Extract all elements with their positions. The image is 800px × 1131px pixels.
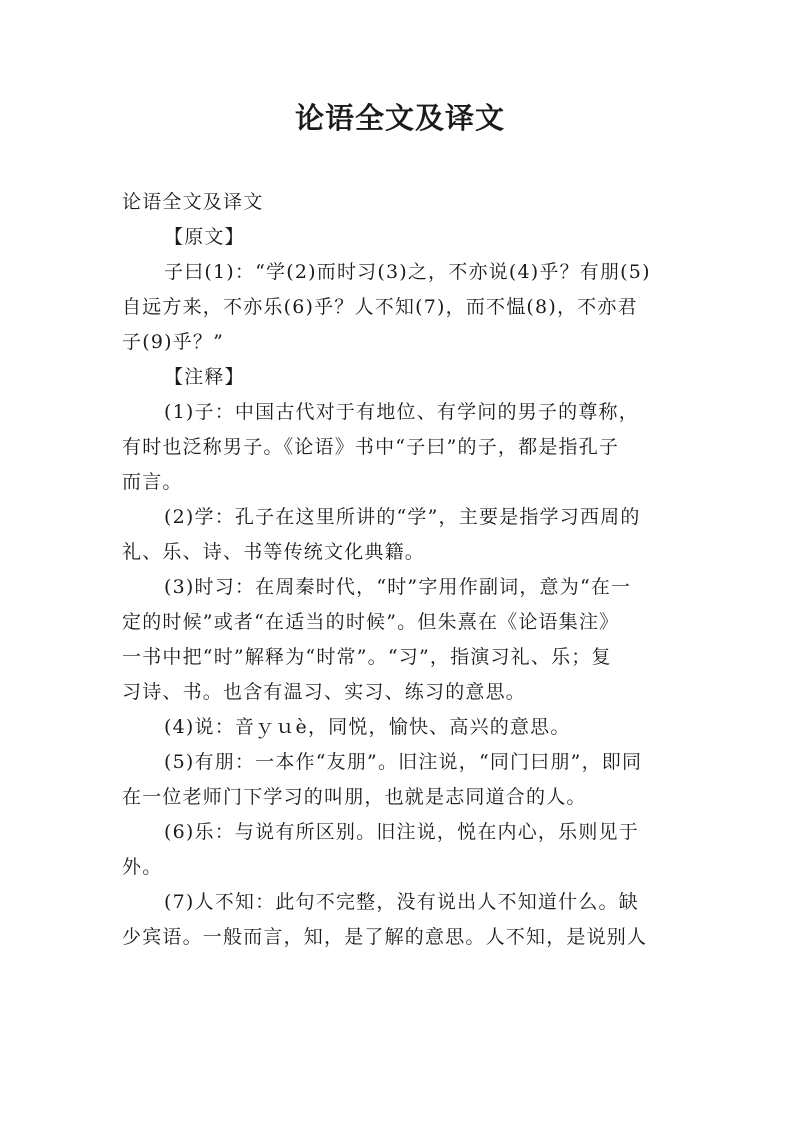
note-6: [122, 815, 680, 885]
document-body: [122, 185, 680, 955]
note-line: 一书中把“时”解释为“时常”。“习”，指演习礼、乐；复: [122, 646, 612, 668]
note-line: (3)时习：在周秦时代，“时”字用作副词，意为“在一: [164, 576, 632, 598]
original-line: 子(9)乎？”: [122, 331, 225, 353]
document-title: 论语全文及译文: [294, 101, 505, 135]
note-line: 定的时候”或者“在适当的时候”。但朱熹在《论语集注》: [122, 611, 620, 633]
subtitle-line: 论语全文及译文: [122, 191, 264, 213]
note-line: (1)子：中国古代对于有地位、有学问的男子的尊称，: [164, 401, 639, 423]
document-subtitle: [122, 185, 680, 220]
notes-heading-text: 【注释】: [164, 366, 245, 388]
notes-heading: [122, 360, 680, 395]
original-line: 自远方来，不亦乐(6)乎？人不知(7)，而不愠(8)，不亦君: [122, 296, 638, 318]
original-text: [122, 255, 680, 360]
note-5: [122, 745, 680, 815]
note-1: [122, 395, 680, 500]
note-4: [122, 710, 680, 745]
note-line: 外。: [122, 856, 163, 878]
note-2: [122, 500, 680, 570]
note-line: 在一位老师门下学习的叫朋，也就是志同道合的人。: [122, 786, 587, 808]
note-7: [122, 885, 680, 955]
note-line: (4)说：音ｙｕè，同悦，愉快、高兴的意思。: [164, 716, 571, 738]
note-line: 习诗、书。也含有温习、实习、练习的意思。: [122, 681, 527, 703]
note-line: 而言。: [122, 471, 183, 493]
note-line: (2)学：孔子在这里所讲的“学”，主要是指学习西周的: [164, 506, 641, 528]
note-line: 礼、乐、诗、书等传统文化典籍。: [122, 541, 426, 563]
original-heading-text: 【原文】: [164, 226, 245, 248]
original-heading: [122, 220, 680, 255]
note-line: 少宾语。一般而言，知，是了解的意思。人不知，是说别人: [122, 926, 648, 948]
note-line: (7)人不知：此句不完整，没有说出人不知道什么。缺: [164, 891, 639, 913]
note-line: 有时也泛称男子。《论语》书中“子曰”的子，都是指孔子: [122, 436, 620, 458]
note-line: (5)有朋：一本作“友朋”。旧注说，“同门曰朋”，即同: [164, 751, 643, 773]
note-line: (6)乐：与说有所区别。旧注说，悦在内心，乐则见于: [164, 821, 639, 843]
note-3: [122, 570, 680, 710]
original-line: 子曰(1)：“学(2)而时习(3)之，不亦说(4)乎？有朋(5): [164, 261, 651, 283]
